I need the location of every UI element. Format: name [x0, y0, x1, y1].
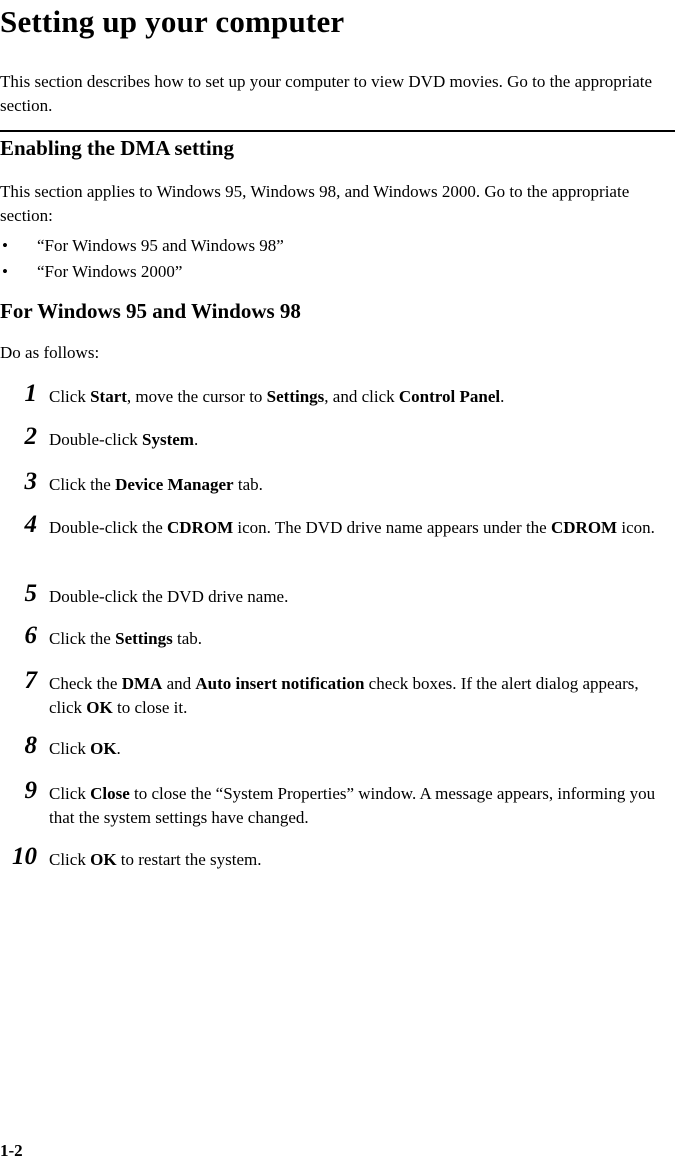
step-text	[49, 385, 669, 409]
bullet-item	[0, 260, 284, 286]
step-text-run: Click the	[49, 475, 116, 494]
step-number: 6	[24, 622, 37, 649]
step-text-run: to close it.	[112, 698, 188, 717]
step-text-emphasis: OK	[90, 739, 117, 758]
bullet-icon: •	[2, 236, 8, 255]
step-text-emphasis: Device Manager	[115, 475, 234, 494]
step-text-run: .	[193, 430, 199, 449]
step-text	[49, 473, 669, 497]
step-text-run: tab.	[233, 475, 263, 494]
step-text-run: .	[116, 739, 121, 758]
step-text-emphasis: DMA	[121, 674, 163, 693]
step-text-emphasis: Close	[90, 784, 130, 803]
step-number: 8	[24, 732, 37, 759]
step-text-emphasis: OK	[90, 850, 117, 869]
step-text-run: , move the cursor to	[126, 387, 267, 406]
section-divider	[0, 130, 675, 132]
step-text-run: icon. The DVD drive name appears under the	[233, 518, 551, 537]
step-text-run: and	[162, 674, 196, 693]
bullet-list	[0, 234, 284, 286]
step-number: 1	[24, 380, 37, 407]
section-heading: Enabling the DMA setting	[0, 136, 234, 160]
step-text-emphasis: CDROM	[550, 518, 618, 537]
bullet-text: “For Windows 2000”	[37, 262, 183, 281]
subsection-heading: For Windows 95 and Windows 98	[0, 299, 301, 323]
step-number: 3	[24, 468, 37, 495]
step-text-emphasis: Control Panel	[398, 387, 501, 406]
step-text	[49, 782, 669, 830]
step-text-emphasis: CDROM	[167, 518, 234, 537]
step-text-emphasis: Settings	[115, 629, 173, 648]
step-text-emphasis: Start	[90, 387, 127, 406]
step-number: 4	[24, 511, 37, 538]
section-paragraph: This section applies to Windows 95, Windows 98, and Windows 2000. Go to the appropriate section:	[0, 182, 630, 225]
page-title: Setting up your computer	[0, 4, 345, 39]
step-text-run: Double-click the DVD drive name.	[49, 587, 289, 606]
step-text-run: check boxes. If the alert dialog appears, click	[49, 674, 639, 717]
step-text-emphasis: System	[142, 430, 194, 449]
step-text	[49, 627, 669, 651]
step-text-emphasis: OK	[86, 698, 113, 717]
step-text-run: Click	[49, 387, 91, 406]
step-text	[49, 737, 669, 761]
step-text	[49, 428, 669, 452]
step-text-emphasis: Settings	[266, 387, 325, 406]
step-text-run: Double-click the	[49, 518, 168, 537]
step-text-run: Double-click	[49, 430, 142, 449]
bullet-item	[0, 234, 284, 260]
step-text-run: icon.	[617, 518, 655, 537]
step-text-run: Click	[49, 850, 91, 869]
step-number: 9	[24, 777, 37, 804]
step-text	[49, 848, 669, 872]
bullet-icon: •	[2, 262, 8, 281]
step-text-run: .	[500, 387, 505, 406]
step-text	[49, 585, 669, 609]
step-text-run: Check the	[49, 674, 122, 693]
step-number: 2	[24, 423, 37, 450]
step-text	[49, 516, 669, 540]
bullet-text: “For Windows 95 and Windows 98”	[37, 236, 284, 255]
step-text-run: Click	[49, 784, 91, 803]
step-number: 5	[24, 580, 37, 607]
step-text-run: to close the “System Properties” window. A message appears, informing you that the system settings have changed.	[49, 784, 656, 827]
step-number: 7	[24, 667, 37, 694]
page-number: 1-2	[0, 1141, 23, 1160]
intro-paragraph: This section describes how to set up your computer to view DVD movies. Go to the appropriate section.	[0, 72, 653, 115]
step-text-emphasis: Auto insert notification	[195, 674, 365, 693]
step-text-run: Click	[49, 739, 91, 758]
step-text	[49, 672, 669, 720]
step-text-run: tab.	[172, 629, 203, 648]
lead-in-text: Do as follows:	[0, 343, 100, 362]
step-text-run: to restart the system.	[116, 850, 262, 869]
step-number: 10	[12, 843, 37, 870]
step-text-run: , and click	[324, 387, 399, 406]
step-text-run: Click the	[49, 629, 116, 648]
